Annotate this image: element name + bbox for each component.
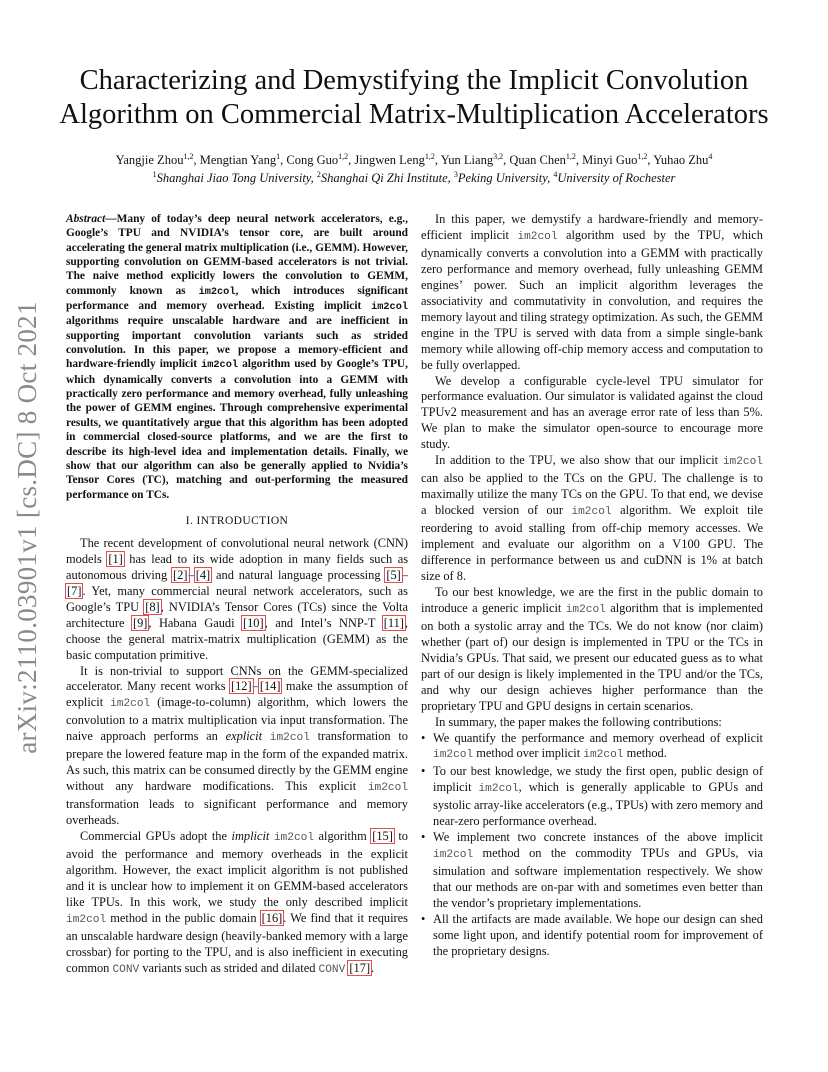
citation-link[interactable]: [12] xyxy=(230,679,252,694)
author-affiliation-mark: 1,2 xyxy=(565,152,576,161)
author: Cong Guo xyxy=(286,153,339,167)
affiliation: Shanghai Qi Zhi Institute xyxy=(320,171,448,185)
code-term: im2col xyxy=(722,456,763,469)
author-affiliation-mark: 1,2 xyxy=(637,152,648,161)
code-term: im2col xyxy=(583,749,624,762)
code-term: im2col xyxy=(110,698,151,711)
citation-link[interactable]: [11] xyxy=(383,615,404,630)
paper-title xyxy=(40,64,788,132)
code-term: im2col xyxy=(66,913,107,926)
section-heading-introduction: I. INTRODUCTION xyxy=(185,514,289,527)
right-paragraph-2: We develop a configurable cycle-level TPU simulator for performance evaluation. Our simulator is validated against the cloud TPUv2 measurement and has an average error rate of less than 5%. We plan to make the simulator open-source to encourage more study. xyxy=(421,373,763,452)
author: Jingwen Leng xyxy=(354,153,425,167)
intro-paragraph-1: The recent development of convolutional neural network (CNN) models [1] has lead to its wide adoption in many fields such as autonomous driving [2]–[4] and natural language processing [5]–[7]. Yet, many commercial neural network accelerators, such as Google’s TPU [8], NVIDIA’s Tensor Cores (TCs) since the Volta architecture [9], Habana Gaudi [10], and Intel’s NNP-T [11], choose the general matrix-matrix multiplication (GEMM) as the basic computation primitive. xyxy=(66,535,409,662)
citation-link[interactable]: [14] xyxy=(259,679,281,694)
intro-paragraph-2: It is non-trivial to support CNNs on the GEMM-specialized accelerator. Many recent works [12]–[14] make the assumption of explicit im2col (image-to-column) algorithm, which lowers the convolution to a matrix multiplication via input transformation. The naive approach performs an explicit im2col transformation to prepare the lowered feature map in the form of the expanded matrix. As such, this matrix can be consumed directly by the GEMM engine without any hardware modifications. This explicit im2col transformation leads to significant performance and memory overheads. xyxy=(66,663,408,828)
code-term: im2col xyxy=(478,783,519,796)
author-affiliation-mark: 4 xyxy=(708,152,713,161)
author-affiliation-mark: 1,2 xyxy=(424,152,435,161)
citation-link[interactable]: [15] xyxy=(372,829,393,844)
citation-link[interactable]: [16] xyxy=(261,910,283,925)
affiliation-mark: 1 xyxy=(152,170,157,179)
code-term: im2col xyxy=(198,285,236,298)
right-paragraph-4: To our best knowledge, we are the first in the public domain to introduce a generic implicit im2col algorithm that is implemented on both a systolic array and the TCs. We do not know (nor claim) whether (part of) our design is implemented in TPU or the TCs in Nvidia’s GPUs. That said, we present our educated guess as to what part of our design is likely implemented in the TPU and/or the TCs, and why our design achieves higher performance than the proprietary TPU and GPU designs in certain scenarios. xyxy=(421,584,763,713)
list-item: • We implement two concrete instances of the above implicit im2col method on the commodity TPUs and GPUs, via simulation and software implementation respectively. We show that our methods are on-par with and sometimes even better than the vendor’s proprietary implementations. xyxy=(421,830,763,911)
abstract: Abstract—Many of today’s deep neural network accelerators, e.g., Google’s TPU and NVIDIA’s tensor core, are built around accelerating the general matrix multiplication (i.e., GEMM). However, supporting convolution on GEMM-based accelerators is not trivial. The naive method explicitly lowers the convolution to GEMM, commonly known as im2col, which introduces significant performance and memory overhead. Existing implicit im2col algorithms require unscalable hardware and are inefficient in supporting important convolution variants such as strided convolution. In this paper, we propose a memory-efficient and hardware-friendly implicit im2col algorithm used by Google’s TPU, which dynamically converts a convolution into a GEMM with practically zero performance and memory overhead, fully unleashing the power of GEMM engines. Through comprehensive experimental results, we quantitatively argue that this algorithm has been adopted in commercial closed-source platforms, and we are the first to describe its high-level idea and implementation details. Finally, we show that our algorithm can also be generally applied to Nvidia’s Tensor Cores (TC), matching and out-performing the measured performance on TCs. xyxy=(66,213,408,501)
affiliation: University of Rochester xyxy=(557,171,676,185)
arxiv-id-text: arXiv:2110.03901v1 [cs.DC] 8 Oct 2021 xyxy=(11,300,42,754)
code-term: im2col xyxy=(517,230,558,243)
code-term: CONV xyxy=(318,963,346,976)
code-term: im2col xyxy=(367,782,408,795)
affiliation-mark: 2 xyxy=(316,170,321,179)
code-term: im2col xyxy=(433,849,474,862)
code-term: im2col xyxy=(273,832,315,845)
author-affiliation-mark: 3,2 xyxy=(493,152,504,161)
citation-link[interactable]: [1] xyxy=(108,551,123,566)
title-line-1: Characterizing and Demystifying the Implicit Convolution xyxy=(79,65,749,96)
right-paragraph-3: In addition to the TPU, we also show that our implicit im2col can also be applied to the TCs on the GPU. The challenge is to maximally utilize the many TCs on the GPU. To that end, we devise a blocked version of our im2col algorithm. We exploit tile reordering to avoid stalling from off-chip memory accesses. We implement and evaluate our algorithm on a V100 GPU. The difference in performance between us and cuDNN is 1% at batch size of 8. xyxy=(421,453,763,583)
left-column xyxy=(66,212,408,979)
emphasis: explicit xyxy=(225,729,263,744)
affiliation-mark: 4 xyxy=(553,170,558,179)
citation-link[interactable]: [9] xyxy=(132,615,148,630)
bullet-mark: • xyxy=(421,830,426,845)
affiliation-list: $^1$Shanghai Jiao Tong University, $^2$Shanghai Qi Zhi Institute, $^3$Peking University, $^4$University of Rochester xyxy=(152,170,676,185)
code-term: im2col xyxy=(269,732,310,745)
contributions-list xyxy=(421,731,763,960)
code-term: im2col xyxy=(433,749,474,762)
author-affiliation-mark: 1 xyxy=(276,152,281,161)
code-term: im2col xyxy=(571,506,612,519)
citation-link[interactable]: [4] xyxy=(195,567,211,582)
right-paragraph-1: In this paper, we demystify a hardware-friendly and memory-efficient implicit im2col algorithm used by the TPU, which dynamically converts a convolution into a GEMM with practically zero performance and memory overhead, fully unleashing GEMM engines’ power. Such an implicit algorithm leverages the associativity and commutativity in convolution, and requires the memory layout and tiling strategy optimization. As such, the GEMM engine in the TPU is served with data from a simple single-bank memory while allowing off-chip memory access and computation to be fully overlapped. xyxy=(421,212,763,372)
abstract-label: Abstract xyxy=(66,213,106,225)
author: Quan Chen xyxy=(509,153,566,167)
code-term: im2col xyxy=(371,301,408,314)
title-line-2: Algorithm on Commercial Matrix-Multiplication Accelerators xyxy=(59,99,769,130)
arxiv-identifier-watermark xyxy=(2,296,52,758)
author: Mengtian Yang xyxy=(199,153,277,167)
intro-paragraph-3: Commercial GPUs adopt the implicit im2col algorithm [15] to avoid the performance and memory overheads in the explicit algorithm. However, the exact implicit algorithm is not published and it is unclear how to implement it on GEMM-based accelerators like TPUs. In this work, we study the only described implicit im2col method in the public domain [16]. We find that it requires an unscalable hardware design (heavily-banked memory with a large crossbar) for porting to the TPU, and is also inefficient in executing common CONV variants such as strided and dilated CONV [17]. xyxy=(66,829,408,976)
list-item: • All the artifacts are made available. We hope our design can shed some light upon, and identify potential room for improvement of the proprietary designs. xyxy=(421,911,763,958)
bullet-mark: • xyxy=(421,764,426,779)
code-term: im2col xyxy=(201,359,239,372)
author-affiliation-mark: 1,2 xyxy=(183,152,194,161)
citation-link[interactable]: [5] xyxy=(386,567,401,582)
author-affiliation-mark: 1,2 xyxy=(338,152,349,161)
list-item: • We quantify the performance and memory overhead of explicit im2col method over implicit im2col method. xyxy=(421,730,763,762)
bullet-mark: • xyxy=(421,911,426,926)
code-term: CONV xyxy=(112,963,140,976)
right-paragraph-5: In summary, the paper makes the following contributions: xyxy=(435,714,722,729)
citation-link[interactable]: [8] xyxy=(145,599,160,614)
citation-link[interactable]: [10] xyxy=(242,615,264,630)
citation-link[interactable]: [17] xyxy=(349,960,371,975)
author: Yuhao Zhu xyxy=(653,153,709,167)
bullet-mark: • xyxy=(421,730,426,745)
affiliation: Peking University xyxy=(457,171,548,185)
list-item: • To our best knowledge, we study the first open, public design of implicit im2col, which is generally applicable to GPUs and systolic array-like accelerators (e.g., TPUs) with zero memory and near-zero performance overhead. xyxy=(421,764,763,829)
right-column xyxy=(421,212,763,960)
citation-link[interactable]: [2] xyxy=(173,567,188,582)
emphasis: implicit xyxy=(231,829,270,844)
affiliation: Shanghai Jiao Tong University xyxy=(156,171,311,185)
author-list: Yangjie Zhou$^{1,2}$, Mengtian Yang$^1$, Cong Guo$^{1,2}$, Jingwen Leng$^{1,2}$, Yun Liang$^{3,2}$, Quan Chen$^{1,2}$, Minyi Guo$^{1,2}$, Yuhao Zhu$^4$ xyxy=(115,152,713,167)
citation-link[interactable]: [7] xyxy=(67,583,82,598)
author: Yangjie Zhou xyxy=(115,153,184,167)
affiliation-mark: 3 xyxy=(453,170,458,179)
author: Minyi Guo xyxy=(582,153,638,167)
author: Yun Liang xyxy=(440,153,494,167)
code-term: im2col xyxy=(565,603,606,616)
